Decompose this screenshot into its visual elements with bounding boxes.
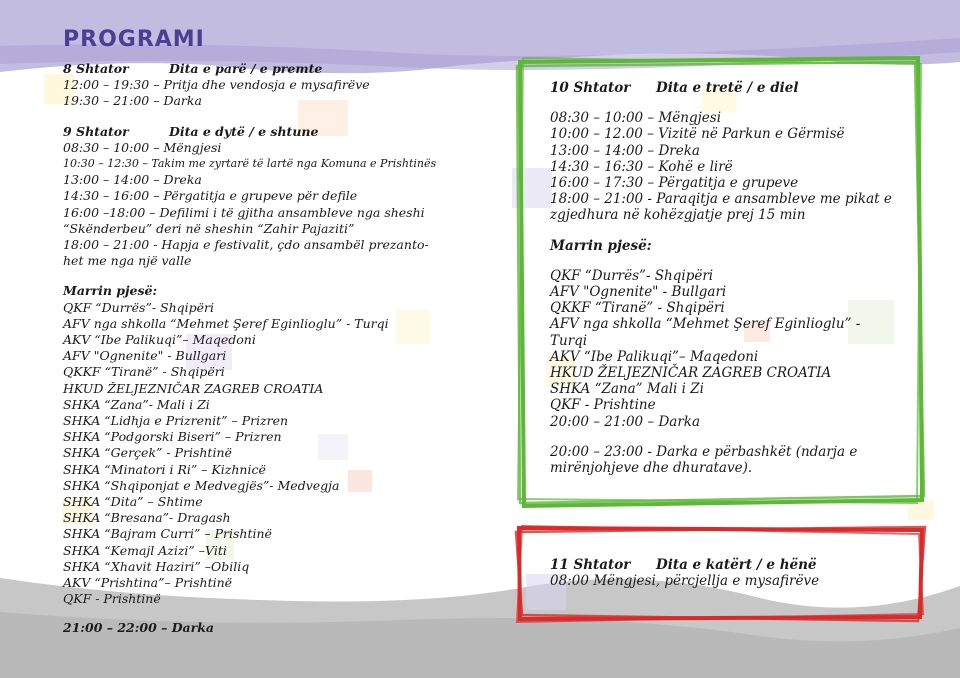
participant: SHKA “Minatori i Ri” – Kizhnicë bbox=[63, 461, 266, 477]
participant: SHKA “Kemajl Azizi” –Viti bbox=[63, 542, 227, 558]
schedule-item: 10:00 – 12.00 – Vizitë në Parkun e Gërmisë bbox=[550, 126, 845, 143]
day4-label: Dita e katërt / e hënë bbox=[656, 557, 817, 573]
participant: QKF - Prishtine bbox=[550, 397, 656, 414]
page-title: PROGRAMI bbox=[63, 27, 205, 52]
participant: 20:00 – 21:00 – Darka bbox=[550, 413, 701, 430]
schedule-item: 14:30 – 16:30 – Kohë e lirë bbox=[550, 158, 733, 175]
schedule-item: “Skënderbeu” deri në sheshin “Zahir Pajaziti” bbox=[63, 220, 355, 236]
participant: SHKA “Dita” – Shtime bbox=[63, 494, 203, 510]
right-column bbox=[550, 80, 920, 476]
schedule-item: 19:30 – 21:00 – Darka bbox=[63, 93, 202, 109]
schedule-item: 12:00 – 19:30 – Pritja dhe vendosja e mysafirëve bbox=[63, 77, 370, 93]
day2-header bbox=[63, 124, 463, 140]
schedule-item: zgjedhura në kohëzgjatje prej 15 min bbox=[550, 207, 806, 224]
schedule-item: 18:00 – 21:00 - Hapja e festivalit, çdo ansambël prezanto- bbox=[63, 237, 429, 253]
schedule-item: 08:30 – 10:00 – Mëngjesi bbox=[550, 110, 722, 127]
participant: AFV "Ognenite" - Bullgari bbox=[63, 348, 227, 364]
participants-heading: Marrin pjesë: bbox=[63, 283, 158, 299]
participant: AFV nga shkolla “Mehmet Şeref Eginlioglu” - Turqi bbox=[63, 315, 389, 331]
participant: SHKA “Bresana”- Dragash bbox=[63, 510, 231, 526]
day2-label: Dita e dytë / e shtune bbox=[169, 123, 319, 139]
day4-box bbox=[550, 557, 819, 589]
participant: SHKA “Zana”- Mali i Zi bbox=[63, 396, 210, 412]
participant: Turqi bbox=[550, 332, 588, 349]
participant: QKF - Prishtinë bbox=[63, 591, 161, 607]
participant: SHKA “Shqiponjat e Medvegjës”- Medvegja bbox=[63, 477, 340, 493]
day1-header bbox=[63, 61, 463, 77]
closing-line: mirënjohjeve dhe dhuratave). bbox=[550, 460, 753, 477]
day3-label: Dita e tretë / e diel bbox=[656, 80, 799, 96]
participant: AKV “Ibe Palikuqi”– Maqedoni bbox=[550, 348, 759, 365]
day4-header bbox=[550, 557, 819, 573]
closing-line: 20:00 – 23:00 - Darka e përbashkët (ndarja e bbox=[550, 443, 858, 460]
day2-date: 9 Shtator bbox=[63, 123, 129, 139]
left-column bbox=[63, 61, 463, 636]
day3-date: 10 Shtator bbox=[550, 80, 631, 96]
participant: AKV “Ibe Palikuqi”– Maqedoni bbox=[63, 332, 256, 348]
participant: SHKA “Zana” Mali i Zi bbox=[550, 381, 704, 398]
participant: SHKA “Xhavit Haziri” –Obiliq bbox=[63, 558, 250, 574]
schedule-item: 08:00 Mëngjesi, përcjellja e mysafirëve bbox=[550, 573, 820, 590]
schedule-item: 10:30 – 12:30 – Takim me zyrtarë të lartë nga Komuna e Prishtinës bbox=[63, 157, 437, 171]
day4-date: 11 Shtator bbox=[550, 557, 631, 573]
participant: SHKA “Gerçek” - Prishtinë bbox=[63, 445, 232, 461]
day1-label: Dita e parë / e premte bbox=[169, 61, 323, 76]
schedule-item: 18:00 – 21:00 - Paraqitja e ansambleve me pikat e bbox=[550, 191, 892, 208]
schedule-item: 16:00 – 17:30 – Përgatitja e grupeve bbox=[550, 175, 799, 192]
participant: AKV “Prishtina”– Prishtinë bbox=[63, 575, 233, 591]
schedule-item: 13:00 – 14:00 – Dreka bbox=[550, 142, 700, 159]
participant: QKF “Durrës”- Shqipëri bbox=[550, 267, 714, 284]
schedule-item: 13:00 – 14:00 – Dreka bbox=[63, 172, 202, 188]
schedule-item: 14:30 – 16:00 – Përgatitja e grupeve për defile bbox=[63, 188, 358, 204]
participant: AFV "Ognenite" - Bullgari bbox=[550, 284, 727, 301]
schedule-item: 16:00 –18:00 – Defilimi i të gjitha ansambleve nga sheshi bbox=[63, 204, 425, 220]
participant: HKUD ŽELJEZNIČAR ZAGREB CROATIA bbox=[63, 380, 324, 396]
participant: QKKF “Tiranë” - Shqipëri bbox=[63, 364, 225, 380]
participant: QKKF “Tiranë” - Shqipëri bbox=[550, 300, 725, 317]
participant: SHKA “Bajram Curri” – Prishtinë bbox=[63, 526, 272, 542]
participant: SHKA “Podgorski Biseri” – Prizren bbox=[63, 429, 282, 445]
day2-closing: 21:00 – 22:00 – Darka bbox=[63, 619, 215, 635]
participants-heading: Marrin pjesë: bbox=[550, 237, 652, 254]
participant: AFV nga shkolla “Mehmet Şeref Eginlioglu” - bbox=[550, 316, 861, 333]
schedule-item: 08:30 – 10:00 – Mëngjesi bbox=[63, 139, 222, 155]
participant: QKF “Durrës”- Shqipëri bbox=[63, 299, 215, 315]
schedule-item: het me nga një valle bbox=[63, 253, 192, 269]
participant: HKUD ŽELJEZNIČAR ZAGREB CROATIA bbox=[550, 365, 832, 382]
participant: SHKA “Lidhja e Prizrenit” – Prizren bbox=[63, 413, 289, 429]
day1-date: 8 Shtator bbox=[63, 61, 129, 76]
day3-header bbox=[550, 80, 920, 96]
